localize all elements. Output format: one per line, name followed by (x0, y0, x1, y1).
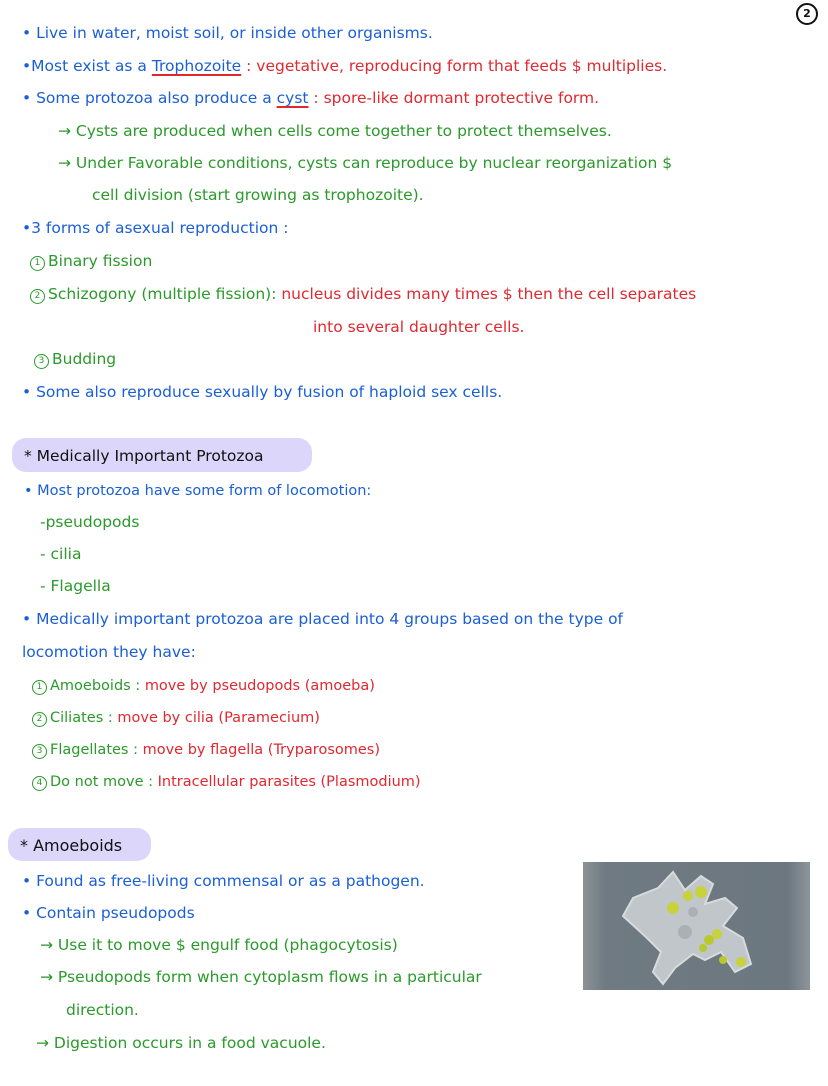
number-circle: 4 (32, 776, 47, 791)
group-name: Amoeboids : (50, 678, 141, 694)
amoeboid-subpoint-cont: direction. (66, 1001, 139, 1019)
bullet-trophozoite (22, 56, 667, 76)
form-desc: nucleus divides many times $ then the cell separates (281, 285, 697, 303)
group-desc: Intracellular parasites (Plasmodium) (157, 774, 421, 790)
section-heading-amoeboids: * Amoeboids (20, 836, 123, 855)
number-circle: 1 (32, 680, 47, 695)
number-circle: 1 (30, 256, 45, 271)
section-heading-medically-important: * Medically Important Protozoa (24, 447, 264, 465)
asexual-form-3 (34, 349, 116, 369)
locomotion-type: -pseudopods (40, 513, 140, 531)
locomotion-intro: • Most protozoa have some form of locomotion: (24, 483, 372, 499)
bullet-prefix: • Some protozoa also produce a (22, 89, 277, 107)
separator: : (241, 57, 257, 75)
cyst-definition: spore-like dormant protective form. (323, 89, 600, 107)
cyst-subpoint: → Under Favorable conditions, cysts can reproduce by nuclear reorganization $ (58, 154, 673, 172)
locomotion-type: - cilia (40, 545, 82, 563)
amoeboid-bullet: • Contain pseudopods (22, 904, 195, 922)
locomotion-type: - Flagella (40, 577, 111, 595)
group-desc: move by pseudopods (amoeba) (144, 678, 375, 694)
amoeboid-subpoint: → Pseudopods form when cytoplasm flows in a particular (40, 968, 482, 986)
amoeboid-subpoint: → Digestion occurs in a food vacuole. (36, 1034, 326, 1052)
group-name: Do not move : (50, 774, 153, 790)
group-desc: move by cilia (Paramecium) (117, 710, 320, 726)
cyst-subpoint: → Cysts are produced when cells come together to protect themselves. (58, 122, 612, 140)
form-label: Budding (52, 350, 117, 368)
amoeba-illustration (613, 868, 773, 986)
form-label: Schizogony (multiple fission): (48, 285, 277, 303)
number-circle: 3 (32, 744, 47, 759)
term-cyst: cyst (276, 89, 309, 107)
group-name: Flagellates : (50, 742, 138, 758)
bullet-habitat: • Live in water, moist soil, or inside other organisms. (22, 24, 433, 42)
cyst-subpoint-cont: cell division (start growing as trophozoite). (92, 186, 424, 204)
number-circle: 3 (34, 354, 49, 369)
group-flagellates (32, 740, 380, 760)
group-ciliates (32, 708, 320, 728)
group-amoeboids (32, 676, 375, 696)
groups-intro-cont: locomotion they have: (22, 643, 196, 661)
group-desc: move by flagella (Tryparosomes) (142, 742, 381, 758)
bullet-prefix: •Most exist as a (22, 57, 152, 75)
amoeboid-bullet: • Found as free-living commensal or as a pathogen. (22, 872, 425, 890)
bullet-cyst (22, 88, 599, 108)
form-label: Binary fission (48, 252, 153, 270)
number-circle: 2 (32, 712, 47, 727)
form-desc-cont: into several daughter cells. (313, 318, 525, 336)
number-circle: 2 (30, 289, 45, 304)
term-trophozoite: Trophozoite (151, 57, 242, 75)
group-non-motile (32, 772, 421, 792)
bullet-sexual: • Some also reproduce sexually by fusion of haploid sex cells. (22, 383, 503, 401)
asexual-form-1 (30, 251, 152, 271)
trophozoite-definition: vegetative, reproducing form that feeds $ multiplies. (256, 57, 668, 75)
group-name: Ciliates : (50, 710, 113, 726)
page-number: 2 (796, 3, 818, 25)
asexual-heading: •3 forms of asexual reproduction : (22, 219, 289, 237)
groups-intro: • Medically important protozoa are placed into 4 groups based on the type of (22, 610, 624, 628)
amoeba-photo (583, 862, 810, 990)
asexual-form-2 (30, 284, 696, 304)
separator: : (308, 89, 324, 107)
amoeboid-subpoint: → Use it to move $ engulf food (phagocytosis) (40, 936, 398, 954)
